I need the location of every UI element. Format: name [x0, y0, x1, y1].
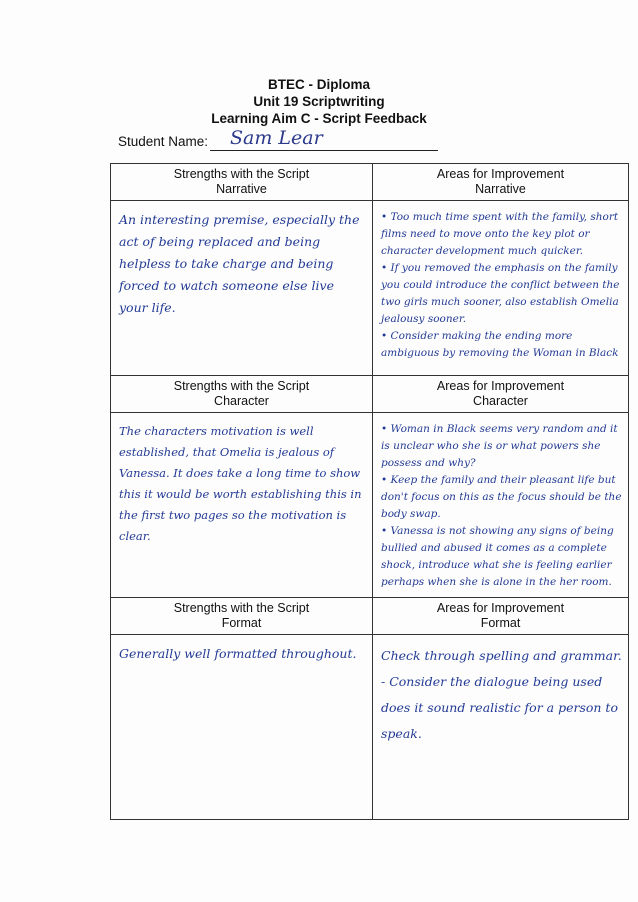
narrative-body-row: [111, 201, 629, 376]
handwritten-comment: An interesting premise, especially the act of being replaced and being helpless to take charge and being forced to watch someone else live your life.: [119, 212, 360, 315]
improve-item: • If you removed the emphasis on the family you could introduce the conflict between the two girls much sooner, also establish Omelia jealousy sooner.: [381, 262, 620, 325]
improve-item: • Keep the family and their pleasant life but don't focus on this as the focus should be the body swap.: [381, 474, 622, 520]
student-name-label: Student Name:: [118, 134, 209, 149]
improve-header-narrative: [373, 164, 629, 201]
strength-header-format: [111, 598, 373, 635]
strength-heading: Strengths with the Script: [173, 601, 310, 615]
improve-item: • Too much time spent with the family, short films need to move onto the key plot or character development much quicker.: [381, 211, 619, 257]
improve-heading: Areas for Improvement: [436, 379, 565, 393]
document-header: [0, 76, 638, 127]
improve-heading: Areas for Improvement: [436, 167, 565, 181]
character-header-row: [111, 376, 629, 413]
strength-subheading: Format: [221, 616, 262, 630]
format-header-row: [111, 598, 629, 635]
narrative-header-row: [111, 164, 629, 201]
improve-subheading: Format: [480, 616, 521, 630]
student-name-value: Sam Lear: [230, 127, 323, 149]
strength-heading: Strengths with the Script: [173, 167, 310, 181]
improve-item: • Woman in Black seems very random and it is unclear who she is or what powers she possess and why?: [381, 423, 618, 469]
improve-header-character: [373, 376, 629, 413]
feedback-table: [110, 163, 629, 820]
unit-title: Unit 19 Scriptwriting: [253, 94, 385, 109]
improve-item: Check through spelling and grammar.: [381, 648, 622, 663]
improve-list-character: [373, 413, 629, 598]
improve-item: - Consider the dialogue being used does it sound realistic for a person to speak.: [381, 674, 618, 741]
student-name-row: [118, 127, 448, 149]
improve-list-format: [373, 635, 629, 820]
strength-header-narrative: [111, 164, 373, 201]
improve-subheading: Narrative: [475, 182, 526, 196]
improve-item: • Consider making the ending more ambiguous by removing the Woman in Black: [381, 330, 619, 359]
strength-heading: Strengths with the Script: [173, 379, 310, 393]
improve-subheading: Character: [473, 394, 528, 408]
strength-text-format: [111, 635, 373, 820]
student-name-underline: [210, 150, 438, 151]
format-body-row: [111, 635, 629, 820]
improve-item: • Vanessa is not showing any signs of being bullied and abused it comes as a complete shock, introduce what she is feeling earlier perhaps when she is alone in the her room.: [381, 525, 614, 588]
strength-header-character: [111, 376, 373, 413]
strength-text-narrative: [111, 201, 373, 376]
handwritten-comment: The characters motivation is well established, that Omelia is jealous of Vanessa. It does take a long time to show this it would be worth establishing this in the first two pages so the motivation is clear.: [119, 424, 362, 543]
strength-subheading: Narrative: [216, 182, 267, 196]
character-body-row: [111, 413, 629, 598]
strength-subheading: Character: [214, 394, 269, 408]
improve-header-format: [373, 598, 629, 635]
aim-title: Learning Aim C - Script Feedback: [211, 111, 427, 126]
strength-text-character: [111, 413, 373, 598]
course-title: BTEC - Diploma: [267, 77, 370, 92]
handwritten-comment: Generally well formatted throughout.: [119, 646, 357, 661]
improve-list-narrative: [373, 201, 629, 376]
improve-heading: Areas for Improvement: [436, 601, 565, 615]
